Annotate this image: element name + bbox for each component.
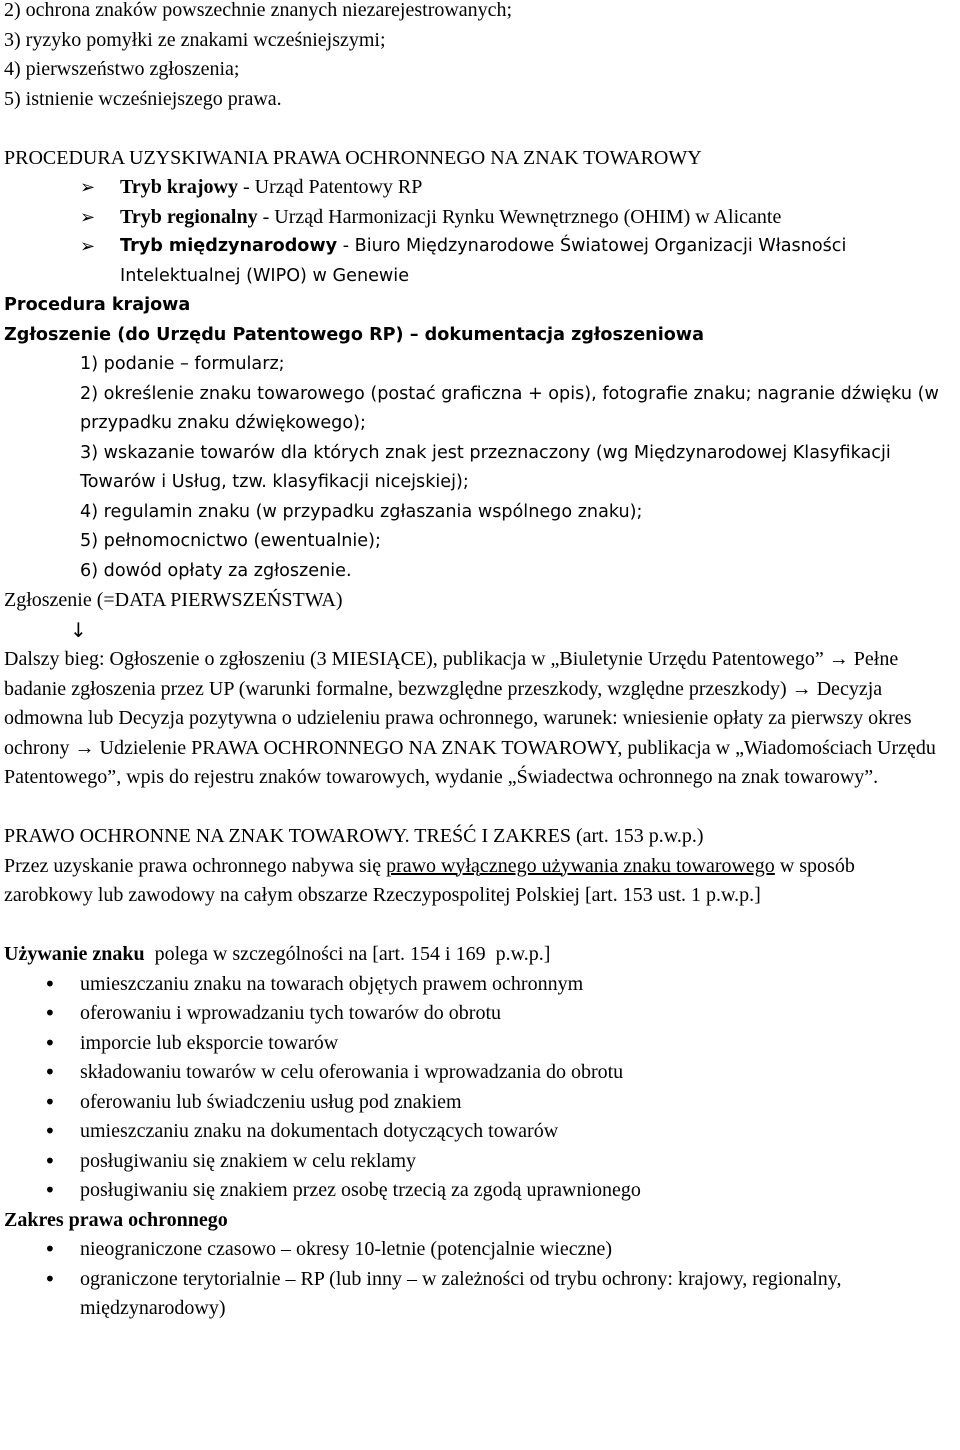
- list-item: 5) istnienie wcześniejszego prawa.: [4, 87, 282, 110]
- mode-item: [4, 173, 956, 203]
- list-item: • nieograniczone czasowo – okresy 10-letnie (potencjalnie wieczne): [4, 1235, 956, 1265]
- usage-text: polega w szczególności na [art. 154 i 169 p.w.p.]: [144, 943, 551, 965]
- list-item: • posługiwaniu się znakiem w celu reklamy: [4, 1147, 956, 1177]
- filing-item: 1) podanie – formularz;: [80, 354, 285, 374]
- priority-line: Zgłoszenie (=DATA PIERWSZEŃSTWA): [4, 589, 343, 611]
- mode-text: - Urząd Harmonizacji Rynku Wewnętrznego (OHIM) w Alicante: [257, 205, 782, 228]
- bullet-icon: •: [44, 1237, 56, 1261]
- filing-item: 4) regulamin znaku (w przypadku zgłaszania wspólnego znaku);: [80, 501, 643, 522]
- filing-item: 3) wskazanie towarów dla których znak jest przeznaczony (wg Międzynarodowej Klasyfikacji Towarów i Usług, tzw. klasyfikacji nicejskiej);: [80, 442, 891, 492]
- bullet-icon: •: [44, 1148, 56, 1173]
- mode-label: Tryb regionalny: [120, 205, 258, 228]
- list-item: • oferowaniu i wprowadzaniu tych towarów do obrotu: [4, 999, 956, 1029]
- mode-item: [4, 232, 956, 291]
- usage-list: [4, 970, 956, 1206]
- list-item: • posługiwaniu się znakiem przez osobę trzecią za zgodą uprawnionego: [4, 1176, 956, 1206]
- arrow-marker-icon: ➢: [80, 206, 96, 228]
- usage-heading: [4, 940, 956, 970]
- bullet-icon: •: [44, 1030, 56, 1055]
- down-arrow-icon: ↓: [70, 617, 87, 642]
- bullet-icon: •: [44, 1001, 56, 1025]
- exclusive-right-text: prawo wyłącznego używania znaku towarowego: [386, 854, 775, 877]
- procedure-modes: [4, 173, 956, 291]
- mode-text: - Urząd Patentowy RP: [237, 176, 423, 198]
- bullet-icon: •: [44, 1060, 56, 1084]
- list-item: • imporcie lub eksporcie towarów: [4, 1029, 956, 1059]
- mode-label: Tryb międzynarodowy: [120, 236, 338, 256]
- section-heading: Procedura krajowa: [4, 295, 191, 315]
- scope-list: [4, 1235, 956, 1324]
- list-item: 3) ryzyko pomyłki ze znakami wcześniejszymi;: [4, 28, 386, 51]
- filing-item: 2) określenie znaku towarowego (postać graficzna + opis), fotografie znaku; nagranie dźwięku (w przypadku znaku dźwiękowego);: [80, 383, 939, 433]
- rights-paragraph: Przez uzyskanie prawa ochronnego nabywa się prawo wyłącznego używania znaku towarowego w sposób zarobkowy lub zawodowy na całym obszarze Rzeczypospolitej Polskiej [art. 153 ust. 1 p.w.p.]: [4, 854, 855, 906]
- arrow-marker-icon: ➢: [80, 236, 96, 257]
- procedure-heading: PROCEDURA UZYSKIWANIA PRAWA OCHRONNEGO NA ZNAK TOWAROWY: [4, 146, 702, 169]
- bullet-icon: •: [44, 1119, 56, 1143]
- bullet-icon: •: [44, 971, 56, 996]
- mode-item: [4, 203, 956, 233]
- further-procedure: Dalszy bieg: Ogłoszenie o zgłoszeniu (3 MIESIĄCE), publikacja w „Biuletynie Urzędu Patentowego” → Pełne badanie zgłoszenia przez UP (warunki formalne, bezwzględne przeszkody, względne przeszkody) → Decyzja odmowna lub Decyzja pozytywna o udzieleniu prawa ochronnego, warunek: wniesienie opłaty za pierwszy okres ochrony → Udzielenie PRAWA OCHRONNEGO NA ZNAK TOWAROWY, publikacja w „Wiadomościach Urzędu Patentowego”, wpis do rejestru znaków towarowych, wydanie „Świadectwa ochronnego na znak towarowy”.: [4, 648, 936, 788]
- bullet-icon: •: [44, 1178, 56, 1202]
- mode-label: Tryb krajowy: [120, 176, 238, 198]
- list-item: • umieszczaniu znaku na dokumentach dotyczących towarów: [4, 1117, 956, 1147]
- bullet-icon: •: [44, 1266, 56, 1291]
- rights-heading: PRAWO OCHRONNE NA ZNAK TOWAROWY. TREŚĆ I ZAKRES (art. 153 p.w.p.): [4, 825, 704, 847]
- list-item: • oferowaniu lub świadczeniu usług pod znakiem: [4, 1088, 956, 1118]
- arrow-marker-icon: ➢: [80, 177, 96, 198]
- list-item: 2) ochrona znaków powszechnie znanych niezarejestrowanych;: [4, 0, 513, 21]
- filing-heading: Zgłoszenie (do Urzędu Patentowego RP) – dokumentacja zgłoszeniowa: [4, 324, 704, 345]
- list-item: • składowaniu towarów w celu oferowania i wprowadzania do obrotu: [4, 1058, 956, 1088]
- national-procedure: [4, 291, 956, 586]
- usage-label: Używanie znaku: [4, 943, 145, 965]
- mode-text: - Biuro Międzynarodowe Światowej Organizacji Własności Intelektualnej (WIPO) w Genewie: [120, 236, 847, 286]
- bullet-icon: •: [44, 1089, 56, 1114]
- list-item: • umieszczaniu znaku na towarach objętych prawem ochronnym: [4, 970, 956, 1000]
- list-item: • ograniczone terytorialnie – RP (lub inny – w zależności od trybu ochrony: krajowy, regionalny, międzynarodowy): [44, 1266, 842, 1319]
- list-item: 4) pierwszeństwo zgłoszenia;: [4, 58, 240, 80]
- filing-item: 5) pełnomocnictwo (ewentualnie);: [80, 531, 381, 551]
- scope-heading: Zakres prawa ochronnego: [4, 1208, 228, 1231]
- top-list: [4, 0, 956, 114]
- filing-item: 6) dowód opłaty za zgłoszenie.: [80, 560, 352, 581]
